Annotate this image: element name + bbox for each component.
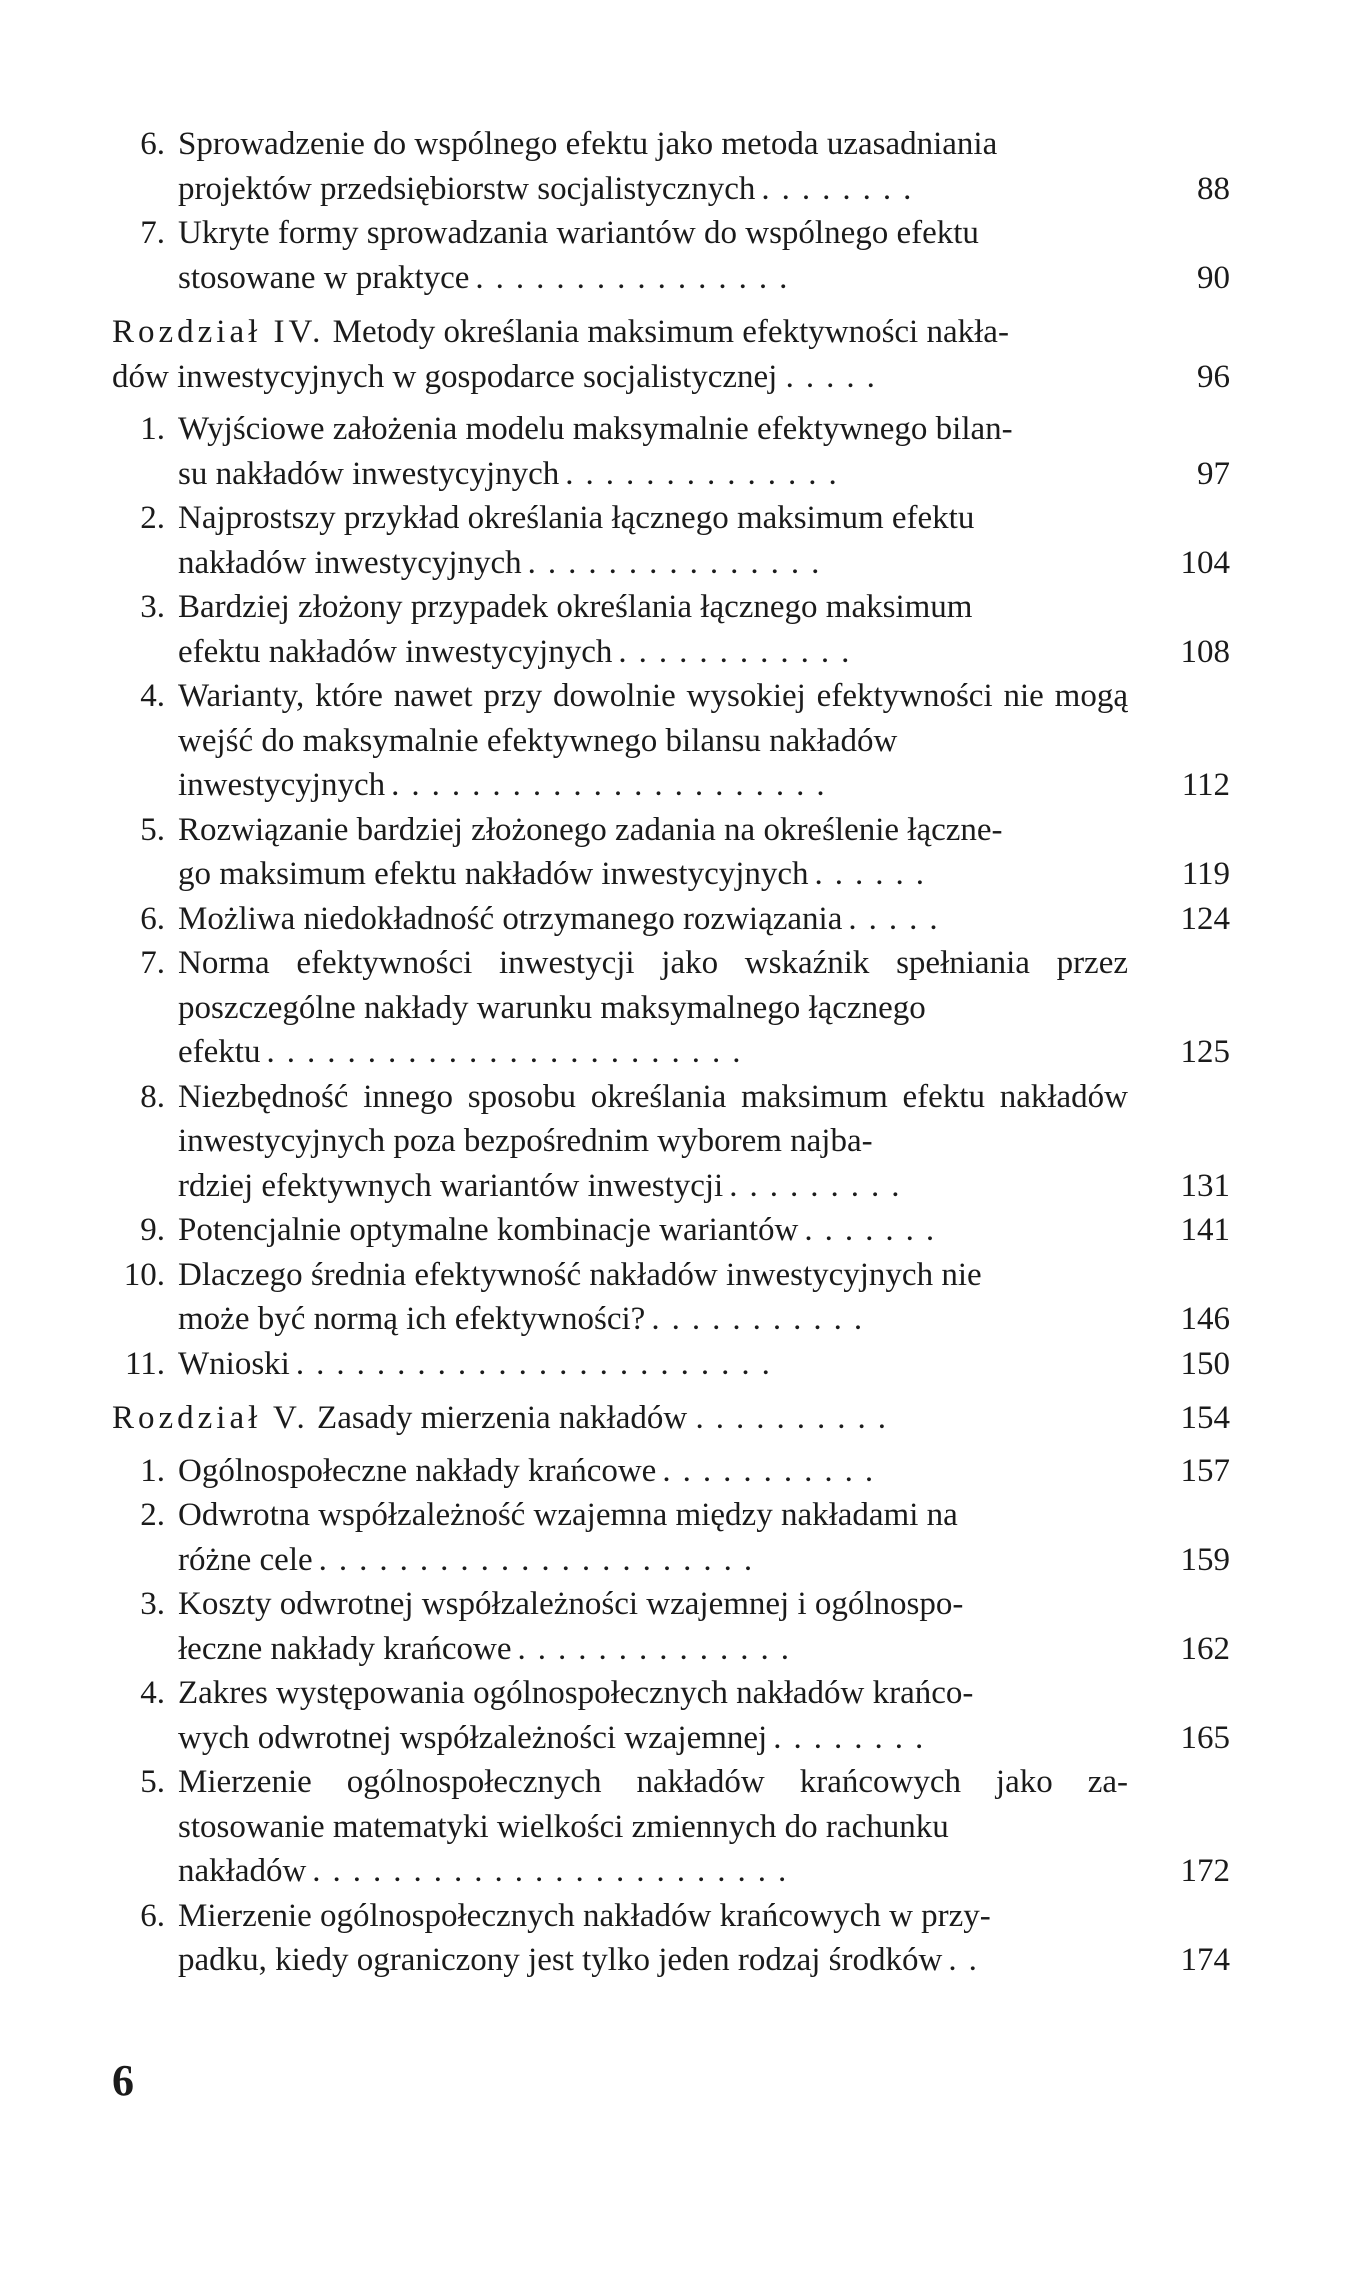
entry-title-end: Ogólnospołeczne nakłady krańcowe — [178, 1452, 657, 1489]
dot-leader: ...................... — [318, 1541, 765, 1578]
entry-number: 4. — [140, 1675, 165, 1711]
entry-number: 3. — [140, 1586, 165, 1622]
chapter-title: Metody określania maksimum efektywności nakła- — [332, 314, 1009, 350]
entry-text — [178, 1894, 1128, 1983]
chapter-title-end: dów inwestycyjnych w gospodarce socjalistycznej — [112, 358, 778, 395]
toc-entry — [112, 1075, 1230, 1209]
entry-title-end: efektu — [178, 1034, 261, 1070]
dot-leader: ........ — [773, 1719, 936, 1756]
entry-page-number: 124 — [1180, 900, 1230, 937]
entry-title-end: stosowane w praktyce — [178, 259, 470, 296]
entry-title-end: padku, kiedy ograniczony jest tylko jeden rodzaj środków — [178, 1942, 943, 1978]
entry-number: 1. — [140, 411, 165, 447]
toc-entry — [112, 1493, 1230, 1582]
chapter-page-number: 96 — [1197, 358, 1230, 395]
entry-text — [178, 674, 1128, 808]
entry-number: 3. — [140, 589, 165, 625]
entry-number: 11. — [124, 1345, 165, 1382]
toc-entry — [112, 1342, 1230, 1387]
entry-number: 6. — [140, 900, 165, 937]
entry-page-number: 157 — [1180, 1452, 1230, 1489]
page-number: 6 — [112, 2056, 134, 2105]
dot-leader: ..... — [848, 900, 950, 937]
dot-leader: ........... — [651, 1301, 875, 1337]
entry-text — [178, 407, 1128, 496]
dot-leader: ....... — [804, 1212, 947, 1248]
entry-text — [178, 211, 1128, 300]
dot-leader: ........................ — [266, 1034, 753, 1070]
entry-title-end: inwestycyjnych — [178, 767, 386, 803]
entry-text — [178, 1493, 1128, 1582]
dot-leader: .............. — [517, 1630, 801, 1667]
toc-entry — [112, 1760, 1230, 1894]
dot-leader: ........ — [761, 170, 924, 207]
dot-leader: .. — [948, 1942, 989, 1978]
entry-number: 2. — [140, 500, 165, 536]
entry-number: 4. — [140, 678, 165, 714]
entry-number: 9. — [140, 1212, 165, 1248]
entry-number: 7. — [140, 215, 165, 251]
dot-leader: ........... — [662, 1452, 886, 1489]
entry-title: Zakres występowania ogólnospołecznych nakładów krańco- — [178, 1675, 974, 1711]
chapter-text — [112, 310, 1128, 399]
entry-text — [178, 1253, 1128, 1342]
chapter-label: Rozdział IV. — [112, 314, 325, 350]
entry-page-number: 104 — [1180, 544, 1230, 581]
entry-title: Rozwiązanie bardziej złożonego zadania na określenie łączne- — [178, 811, 1003, 848]
entry-page-number: 90 — [1197, 259, 1230, 296]
chapter-title: Zasady mierzenia nakładów — [317, 1400, 688, 1436]
entry-title: Norma efektywności inwestycji jako wskaźnik spełniania przez poszczególne nakłady warunku maksymalnego łącznego — [178, 945, 1128, 1026]
dot-leader: ............... — [527, 544, 832, 581]
entry-title: Niezbędność innego sposobu określania maksimum efektu nakładów inwestycyjnych poza bezpośrednim wyborem najba- — [178, 1078, 1128, 1159]
toc-entry — [112, 897, 1230, 942]
entry-number: 8. — [140, 1078, 165, 1115]
entry-page-number: 112 — [1181, 767, 1230, 803]
entry-title-end: go maksimum efektu nakładów inwestycyjnych — [178, 856, 809, 892]
entry-title-end: różne cele — [178, 1541, 313, 1578]
table-of-contents — [112, 122, 1230, 1983]
entry-page-number: 88 — [1197, 170, 1230, 207]
entry-title: Sprowadzenie do wspólnego efektu jako metoda uzasadniania — [178, 126, 998, 162]
entry-text — [178, 808, 1128, 897]
entry-page-number: 119 — [1181, 856, 1230, 892]
toc-entry — [112, 122, 1230, 211]
entry-text — [178, 1208, 1128, 1253]
dot-leader: ............ — [618, 633, 862, 670]
entry-text — [178, 122, 1128, 211]
entry-title-end: efektu nakładów inwestycyjnych — [178, 633, 613, 670]
chapter-page-number: 154 — [1180, 1400, 1230, 1436]
toc-chapter-heading — [112, 1396, 1230, 1441]
entry-page-number: 97 — [1197, 455, 1230, 492]
entry-page-number: 150 — [1180, 1345, 1230, 1382]
chapter-label: Rozdział V. — [112, 1400, 309, 1436]
toc-entry — [112, 407, 1230, 496]
entry-title: Warianty, które nawet przy dowolnie wysokiej efektywności nie mogą wejść do maksymalnie efektywnego bilansu nakładów — [178, 678, 1128, 759]
entry-page-number: 125 — [1180, 1034, 1230, 1070]
entry-title: Mierzenie ogólnospołecznych nakładów krańcowych jako za- stosowanie matematyki wielkości zmiennych do rachunku — [178, 1764, 1128, 1845]
entry-number: 10. — [123, 1256, 165, 1293]
entry-number: 2. — [140, 1497, 165, 1533]
dot-leader: .......... — [695, 1400, 898, 1436]
entry-title-end: Wnioski — [178, 1345, 290, 1382]
entry-title-end: Potencjalnie optymalne kombinacje wariantów — [178, 1212, 799, 1248]
entry-text — [178, 1671, 1128, 1760]
dot-leader: .............. — [565, 455, 849, 492]
toc-entry — [112, 941, 1230, 1075]
entry-page-number: 162 — [1180, 1630, 1230, 1667]
entry-number: 5. — [140, 811, 165, 848]
dot-leader: ........................ — [312, 1853, 799, 1889]
entry-page-number: 172 — [1180, 1853, 1230, 1889]
entry-title: Wyjściowe założenia modelu maksymalnie efektywnego bilan- — [178, 411, 1013, 447]
toc-entry — [112, 585, 1230, 674]
entry-text — [178, 1582, 1128, 1671]
toc-entry — [112, 1582, 1230, 1671]
entry-page-number: 146 — [1180, 1301, 1230, 1337]
entry-title: Najprostszy przykład określania łącznego maksimum efektu — [178, 500, 975, 536]
toc-entry — [112, 211, 1230, 300]
entry-title: Bardziej złożony przypadek określania łącznego maksimum — [178, 589, 973, 625]
entry-number: 1. — [140, 1452, 165, 1489]
entry-page-number: 174 — [1180, 1942, 1230, 1978]
toc-chapter-heading — [112, 310, 1230, 399]
entry-title-end: Możliwa niedokładność otrzymanego rozwiązania — [178, 900, 843, 937]
entry-title: Koszty odwrotnej współzależności wzajemnej i ogólnospo- — [178, 1586, 964, 1622]
entry-number: 6. — [140, 126, 165, 162]
dot-leader: ..... — [785, 358, 887, 395]
entry-number: 5. — [140, 1764, 165, 1800]
toc-entry — [112, 1208, 1230, 1253]
entry-text — [178, 496, 1128, 585]
entry-title-end: nakładów — [178, 1853, 307, 1889]
entry-page-number: 141 — [1180, 1212, 1230, 1248]
entry-title-end: rdziej efektywnych wariantów inwestycji — [178, 1167, 724, 1204]
entry-page-number: 131 — [1180, 1167, 1230, 1204]
entry-text — [178, 1760, 1128, 1894]
entry-text — [178, 1342, 1128, 1387]
entry-text — [178, 897, 1128, 942]
entry-number: 6. — [140, 1897, 165, 1934]
entry-text — [178, 1449, 1128, 1494]
entry-title: Odwrotna współzależność wzajemna między nakładami na — [178, 1497, 958, 1533]
dot-leader: ................ — [475, 259, 800, 296]
entry-title-end: projektów przedsiębiorstw socjalistycznych — [178, 170, 756, 207]
entry-page-number: 159 — [1180, 1541, 1230, 1578]
entry-title-end: łeczne nakłady krańcowe — [178, 1630, 512, 1667]
entry-title: Mierzenie ogólnospołecznych nakładów krańcowych w przy- — [178, 1897, 991, 1934]
toc-entry — [112, 674, 1230, 808]
entry-title-end: może być normą ich efektywności? — [178, 1301, 646, 1337]
chapter-text — [112, 1396, 1128, 1441]
dot-leader: ...... — [814, 856, 937, 892]
entry-page-number: 165 — [1180, 1719, 1230, 1756]
dot-leader: ........................ — [295, 1345, 782, 1382]
dot-leader: ......... — [729, 1167, 912, 1204]
entry-page-number: 108 — [1180, 633, 1230, 670]
toc-entry — [112, 1671, 1230, 1760]
entry-title-end: su nakładów inwestycyjnych — [178, 455, 560, 492]
entry-title-end: nakładów inwestycyjnych — [178, 544, 522, 581]
toc-entry — [112, 1253, 1230, 1342]
entry-title: Ukryte formy sprowadzania wariantów do wspólnego efektu — [178, 215, 979, 251]
dot-leader: ...................... — [391, 767, 837, 803]
entry-text — [178, 941, 1128, 1075]
toc-entry — [112, 1449, 1230, 1494]
entry-text — [178, 585, 1128, 674]
entry-text — [178, 1075, 1128, 1209]
toc-entry — [112, 496, 1230, 585]
entry-number: 7. — [140, 945, 165, 981]
toc-entry — [112, 1894, 1230, 1983]
entry-title-end: wych odwrotnej współzależności wzajemnej — [178, 1719, 768, 1756]
entry-title: Dlaczego średnia efektywność nakładów inwestycyjnych nie — [178, 1256, 982, 1293]
toc-entry — [112, 808, 1230, 897]
